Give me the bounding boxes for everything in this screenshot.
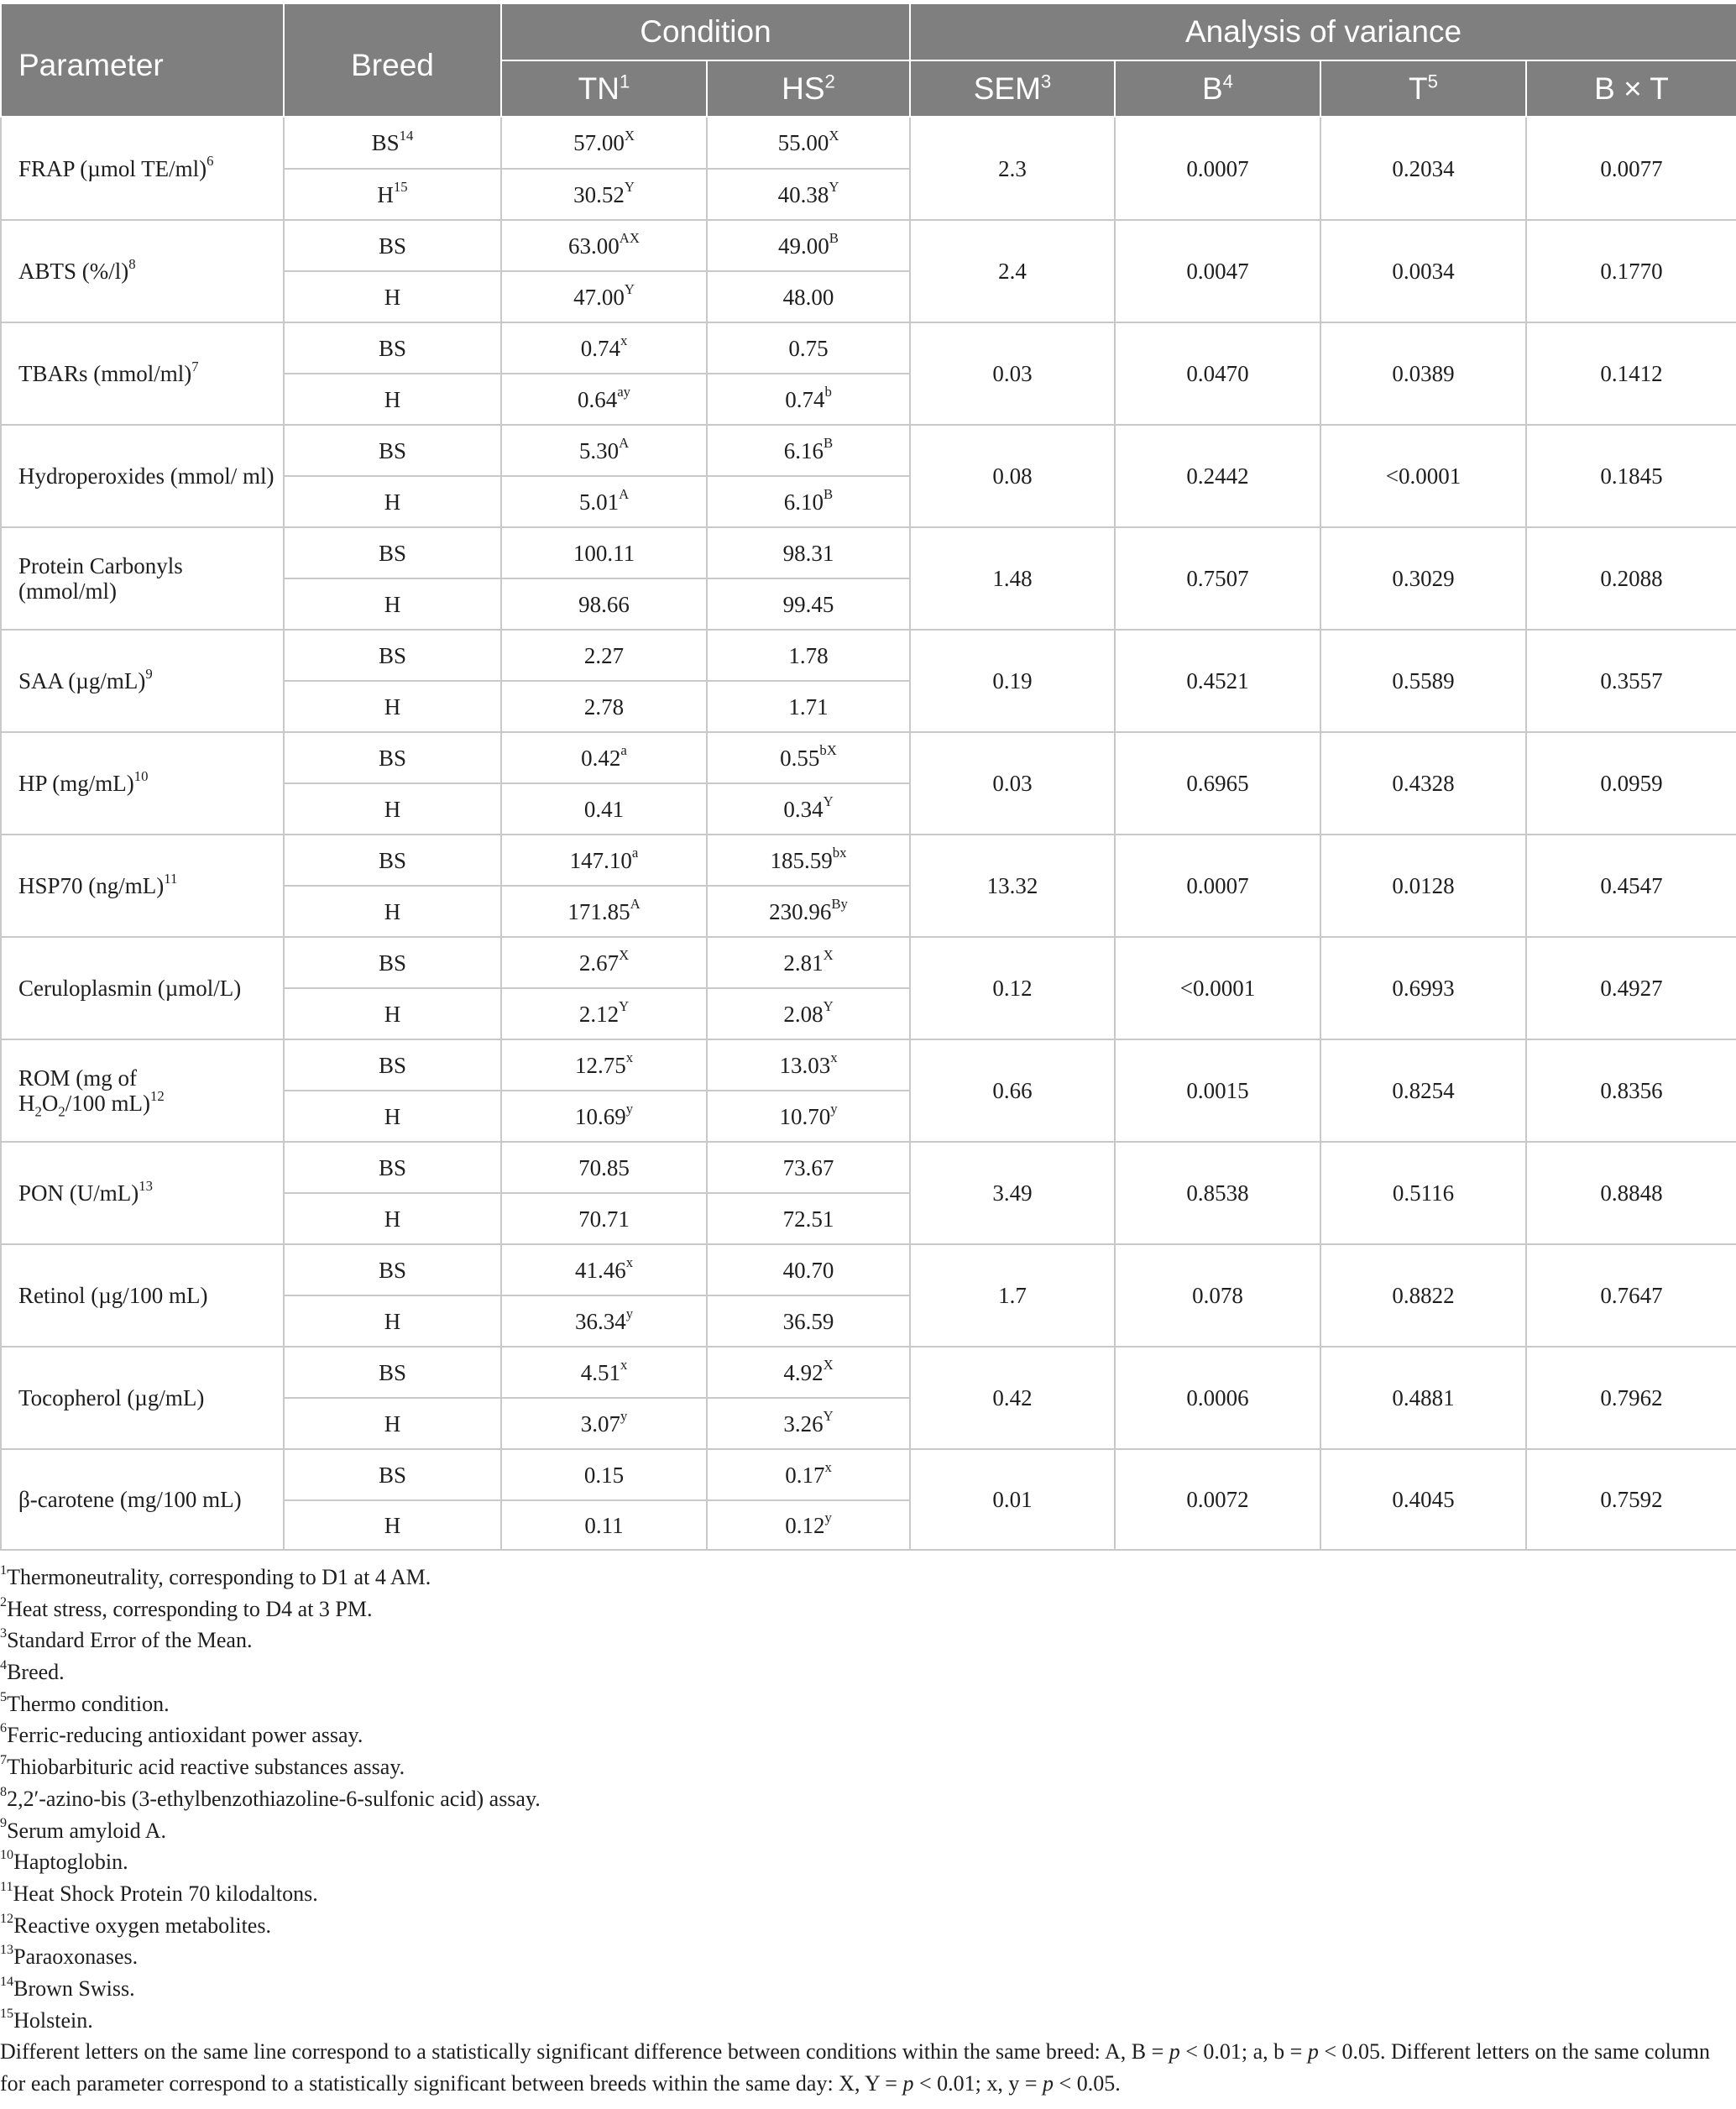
- breed-cell: BS: [284, 527, 501, 578]
- header-b-x-t: B × T: [1526, 60, 1736, 117]
- b-pvalue-cell: 0.0047: [1115, 220, 1320, 322]
- t-pvalue-cell: 0.0389: [1320, 322, 1526, 425]
- tn-value-cell: 98.66: [501, 578, 707, 630]
- tn-value-cell: $5.01^A$: [501, 476, 707, 527]
- parameter-cell: Protein Carbonyls (mmol/ml): [1, 527, 284, 630]
- breed-cell: BS: [284, 220, 501, 271]
- breed-cell: H: [284, 1500, 501, 1550]
- hs-value-cell: $230.96^{By}$: [707, 886, 910, 937]
- tn-value-cell: 100.11: [501, 527, 707, 578]
- table-footnotes: [0, 1562, 1736, 2100]
- hs-value-cell: $4.92^X$: [707, 1347, 910, 1398]
- table-row: [1, 732, 1736, 783]
- breed-cell: H: [284, 374, 501, 425]
- hs-value-cell: $49.00^B$: [707, 220, 910, 271]
- t-pvalue-cell: <0.0001: [1320, 425, 1526, 527]
- tn-value-cell: 41.46$^x$: [501, 1244, 707, 1295]
- b-pvalue-cell: 0.078: [1115, 1244, 1320, 1347]
- hs-value-cell: $2.81^X$: [707, 937, 910, 988]
- tn-value-cell: $30.52^Y$: [501, 169, 707, 220]
- parameter-cell: TBARs (mmol/ml)$^7$: [1, 322, 284, 425]
- t-pvalue-cell: 0.5589: [1320, 630, 1526, 732]
- footnote: $^4$Breed.: [0, 1658, 65, 1685]
- bxt-pvalue-cell: 0.4927: [1526, 937, 1736, 1039]
- t-pvalue-cell: 0.4045: [1320, 1449, 1526, 1550]
- header-hs: $HS^2$: [707, 60, 910, 117]
- breed-cell: BS: [284, 425, 501, 476]
- breed-cell: H: [284, 1091, 501, 1142]
- t-pvalue-cell: 0.5116: [1320, 1142, 1526, 1244]
- breed-cell: H: [284, 988, 501, 1039]
- breed-cell: BS: [284, 630, 501, 681]
- breed-cell: H: [284, 783, 501, 835]
- t-pvalue-cell: 0.2034: [1320, 117, 1526, 220]
- hs-value-cell: 48.00: [707, 271, 910, 322]
- header-tn: $TN^1$: [501, 60, 707, 117]
- b-pvalue-cell: 0.0007: [1115, 835, 1320, 937]
- b-pvalue-cell: 0.4521: [1115, 630, 1320, 732]
- hs-value-cell: 0.17$^x$: [707, 1449, 910, 1500]
- tn-value-cell: 70.71: [501, 1193, 707, 1244]
- b-pvalue-cell: 0.8538: [1115, 1142, 1320, 1244]
- tn-value-cell: $5.30^A$: [501, 425, 707, 476]
- hs-value-cell: $6.10^B$: [707, 476, 910, 527]
- t-pvalue-cell: 0.0128: [1320, 835, 1526, 937]
- table-row: [1, 1244, 1736, 1295]
- bxt-pvalue-cell: 0.7647: [1526, 1244, 1736, 1347]
- tn-value-cell: 0.41: [501, 783, 707, 835]
- parameter-cell: Retinol (µg/100 mL): [1, 1244, 284, 1347]
- t-pvalue-cell: 0.8822: [1320, 1244, 1526, 1347]
- parameter-cell: FRAP (µmol TE/ml)$^6$: [1, 117, 284, 220]
- hs-value-cell: $0.34^Y$: [707, 783, 910, 835]
- hs-value-cell: 40.70: [707, 1244, 910, 1295]
- tn-value-cell: $2.12^Y$: [501, 988, 707, 1039]
- bxt-pvalue-cell: 0.8356: [1526, 1039, 1736, 1142]
- hs-value-cell: $55.00^X$: [707, 117, 910, 169]
- bxt-pvalue-cell: 0.4547: [1526, 835, 1736, 937]
- tn-value-cell: 147.10$^a$: [501, 835, 707, 886]
- parameter-cell: SAA $(\mu g/mL)^9$: [1, 630, 284, 732]
- tn-value-cell: $47.00^Y$: [501, 271, 707, 322]
- footnote: $^{11}$Heat Shock Protein 70 kilodaltons.: [0, 1879, 318, 1906]
- tn-value-cell: 12.75$^x$: [501, 1039, 707, 1091]
- t-pvalue-cell: 0.4328: [1320, 732, 1526, 835]
- sem-cell: 0.19: [910, 630, 1115, 732]
- breed-cell: H: [284, 1193, 501, 1244]
- hs-value-cell: $40.38^Y$: [707, 169, 910, 220]
- sem-cell: 0.42: [910, 1347, 1115, 1449]
- b-pvalue-cell: 0.0072: [1115, 1449, 1320, 1550]
- table-row: [1, 1039, 1736, 1091]
- parameter-cell: HP $(mg/mL)^{10}$: [1, 732, 284, 835]
- t-pvalue-cell: 0.0034: [1320, 220, 1526, 322]
- footnote: $^{12}$Reactive oxygen metabolites.: [0, 1911, 271, 1938]
- bxt-pvalue-cell: 0.0959: [1526, 732, 1736, 835]
- footnote: $^5$Thermo condition.: [0, 1689, 170, 1716]
- bxt-pvalue-cell: 0.1845: [1526, 425, 1736, 527]
- sem-cell: 0.08: [910, 425, 1115, 527]
- header-condition: Condition: [501, 3, 910, 60]
- table-row: [1, 220, 1736, 271]
- hs-value-cell: 0.12$^y$: [707, 1500, 910, 1550]
- breed-cell: BS: [284, 1347, 501, 1398]
- tn-value-cell: 2.27: [501, 630, 707, 681]
- table-row: [1, 1449, 1736, 1500]
- bxt-pvalue-cell: 0.1412: [1526, 322, 1736, 425]
- parameter-cell: ROM (mg of $H_2O_2/100$ mL)$^{12}$: [1, 1039, 284, 1142]
- table-header: [1, 3, 1736, 117]
- tn-value-cell: 70.85: [501, 1142, 707, 1193]
- breed-cell: $H^{15}$: [284, 169, 501, 220]
- breed-cell: H: [284, 886, 501, 937]
- significance-legend: Different letters on the same line correspond to a statistically significant difference between conditions within the same breed: A, B = p < 0.01; a, b = p < 0.05. Different letters on the same column for each parameter correspond to a statistically significant between breeds within the same day: X, Y = p < 0.01; x, y = p < 0.05.: [0, 2039, 1711, 2096]
- parameter-cell: Ceruloplasmin (µmol/L): [1, 937, 284, 1039]
- hs-value-cell: $2.08^Y$: [707, 988, 910, 1039]
- footnote: $^7$Thiobarbituric acid reactive substances assay.: [0, 1753, 405, 1780]
- table-row: [1, 425, 1736, 476]
- b-pvalue-cell: 0.2442: [1115, 425, 1320, 527]
- hs-value-cell: $185.59^{bx}$: [707, 835, 910, 886]
- footnote: $^{10}$Haptoglobin.: [0, 1848, 128, 1875]
- table-body: [1, 117, 1736, 1550]
- parameter-cell: Tocopherol (µg/mL): [1, 1347, 284, 1449]
- tn-value-cell: 4.51$^x$: [501, 1347, 707, 1398]
- b-pvalue-cell: 0.6965: [1115, 732, 1320, 835]
- breed-cell: H: [284, 681, 501, 732]
- tn-value-cell: 0.74$^x$: [501, 322, 707, 374]
- hs-value-cell: $6.16^B$: [707, 425, 910, 476]
- b-pvalue-cell: <0.0001: [1115, 937, 1320, 1039]
- sem-cell: 13.32: [910, 835, 1115, 937]
- sem-cell: 2.4: [910, 220, 1115, 322]
- breed-cell: H: [284, 271, 501, 322]
- hs-value-cell: 1.78: [707, 630, 910, 681]
- sem-cell: 0.66: [910, 1039, 1115, 1142]
- bxt-pvalue-cell: 0.0077: [1526, 117, 1736, 220]
- bxt-pvalue-cell: 0.1770: [1526, 220, 1736, 322]
- tn-value-cell: 0.42$^a$: [501, 732, 707, 783]
- sem-cell: 0.03: [910, 322, 1115, 425]
- footnote: $^{13}$Paraoxonases.: [0, 1943, 139, 1970]
- breed-cell: BS: [284, 1244, 501, 1295]
- hs-value-cell: 72.51: [707, 1193, 910, 1244]
- hs-value-cell: 98.31: [707, 527, 910, 578]
- table-row: [1, 322, 1736, 374]
- results-table: [0, 3, 1736, 1551]
- sem-cell: 3.49: [910, 1142, 1115, 1244]
- footnote: $^9$Serum amyloid A.: [0, 1816, 166, 1843]
- breed-cell: BS: [284, 732, 501, 783]
- breed-cell: BS: [284, 322, 501, 374]
- table-row: [1, 937, 1736, 988]
- table-row: [1, 117, 1736, 169]
- tn-value-cell: 0.11: [501, 1500, 707, 1550]
- header-parameter: Parameter: [1, 3, 284, 117]
- sem-cell: 0.12: [910, 937, 1115, 1039]
- t-pvalue-cell: 0.3029: [1320, 527, 1526, 630]
- tn-value-cell: $171.85^A$: [501, 886, 707, 937]
- t-pvalue-cell: 0.4881: [1320, 1347, 1526, 1449]
- header-analysis-of-variance: Analysis of variance: [910, 3, 1736, 60]
- header-sem: SEM$^3$: [910, 60, 1115, 117]
- parameter-cell: PON $(U/mL)^{13}$: [1, 1142, 284, 1244]
- breed-cell: BS: [284, 1039, 501, 1091]
- footnote: $^2$Heat stress, corresponding to D4 at 3 PM.: [0, 1594, 373, 1621]
- breed-cell: BS: [284, 1449, 501, 1500]
- hs-value-cell: 99.45: [707, 578, 910, 630]
- hs-value-cell: $0.55^{bX}$: [707, 732, 910, 783]
- parameter-cell: Hydroperoxides (mmol/ ml): [1, 425, 284, 527]
- tn-value-cell: 0.15: [501, 1449, 707, 1500]
- breed-cell: BS: [284, 937, 501, 988]
- breed-cell: H: [284, 578, 501, 630]
- footnote: $^8$2,2′-azino-bis (3-ethylbenzothiazoline-6-sulfonic acid) assay.: [0, 1784, 541, 1811]
- footnote: $^1$Thermoneutrality, corresponding to D1 at 4 AM.: [0, 1562, 431, 1589]
- bxt-pvalue-cell: 0.7962: [1526, 1347, 1736, 1449]
- bxt-pvalue-cell: 0.3557: [1526, 630, 1736, 732]
- t-pvalue-cell: 0.8254: [1320, 1039, 1526, 1142]
- hs-value-cell: 10.70$^y$: [707, 1091, 910, 1142]
- tn-value-cell: $2.67^X$: [501, 937, 707, 988]
- tn-value-cell: $57.00^X$: [501, 117, 707, 169]
- header-b: $B^4$: [1115, 60, 1320, 117]
- footnote: $^3$Standard Error of the Mean.: [0, 1626, 253, 1653]
- hs-value-cell: 36.59: [707, 1295, 910, 1347]
- table-row: [1, 527, 1736, 578]
- tn-value-cell: $63.00^{AX}$: [501, 220, 707, 271]
- b-pvalue-cell: 0.0470: [1115, 322, 1320, 425]
- parameter-cell: HSP70 $(ng/mL)^{11}$: [1, 835, 284, 937]
- breed-cell: H: [284, 1398, 501, 1449]
- table-row: [1, 835, 1736, 886]
- sem-cell: 0.01: [910, 1449, 1115, 1550]
- hs-value-cell: $3.26^Y$: [707, 1398, 910, 1449]
- tn-value-cell: 36.34$^y$: [501, 1295, 707, 1347]
- hs-value-cell: 0.74$^b$: [707, 374, 910, 425]
- hs-value-cell: 1.71: [707, 681, 910, 732]
- b-pvalue-cell: 0.0015: [1115, 1039, 1320, 1142]
- bxt-pvalue-cell: 0.8848: [1526, 1142, 1736, 1244]
- tn-value-cell: 2.78: [501, 681, 707, 732]
- sem-cell: 1.7: [910, 1244, 1115, 1347]
- footnote: $^{14}$Brown Swiss.: [0, 1974, 135, 2001]
- b-pvalue-cell: 0.0006: [1115, 1347, 1320, 1449]
- breed-cell: BS$^{14}$: [284, 117, 501, 169]
- breed-cell: H: [284, 1295, 501, 1347]
- b-pvalue-cell: 0.0007: [1115, 117, 1320, 220]
- hs-value-cell: 0.75: [707, 322, 910, 374]
- footnote: $^6$Ferric-reducing antioxidant power assay.: [0, 1721, 363, 1748]
- tn-value-cell: 10.69$^y$: [501, 1091, 707, 1142]
- sem-cell: 0.03: [910, 732, 1115, 835]
- tn-value-cell: 3.07$^y$: [501, 1398, 707, 1449]
- breed-cell: BS: [284, 835, 501, 886]
- breed-cell: BS: [284, 1142, 501, 1193]
- header-t: $T^5$: [1320, 60, 1526, 117]
- b-pvalue-cell: 0.7507: [1115, 527, 1320, 630]
- bxt-pvalue-cell: 0.2088: [1526, 527, 1736, 630]
- parameter-cell: ABTS $(\%/l)^8$: [1, 220, 284, 322]
- footnote: $^{15}$Holstein.: [0, 2006, 93, 2033]
- table-row: [1, 1347, 1736, 1398]
- sem-cell: 2.3: [910, 117, 1115, 220]
- table-row: [1, 630, 1736, 681]
- hs-value-cell: 73.67: [707, 1142, 910, 1193]
- breed-cell: H: [284, 476, 501, 527]
- table-row: [1, 1142, 1736, 1193]
- hs-value-cell: 13.03$^x$: [707, 1039, 910, 1091]
- sem-cell: 1.48: [910, 527, 1115, 630]
- bxt-pvalue-cell: 0.7592: [1526, 1449, 1736, 1550]
- parameter-cell: β-carotene (mg/100 mL): [1, 1449, 284, 1550]
- header-breed: Breed: [284, 3, 501, 117]
- tn-value-cell: $0.64^{ay}$: [501, 374, 707, 425]
- t-pvalue-cell: 0.6993: [1320, 937, 1526, 1039]
